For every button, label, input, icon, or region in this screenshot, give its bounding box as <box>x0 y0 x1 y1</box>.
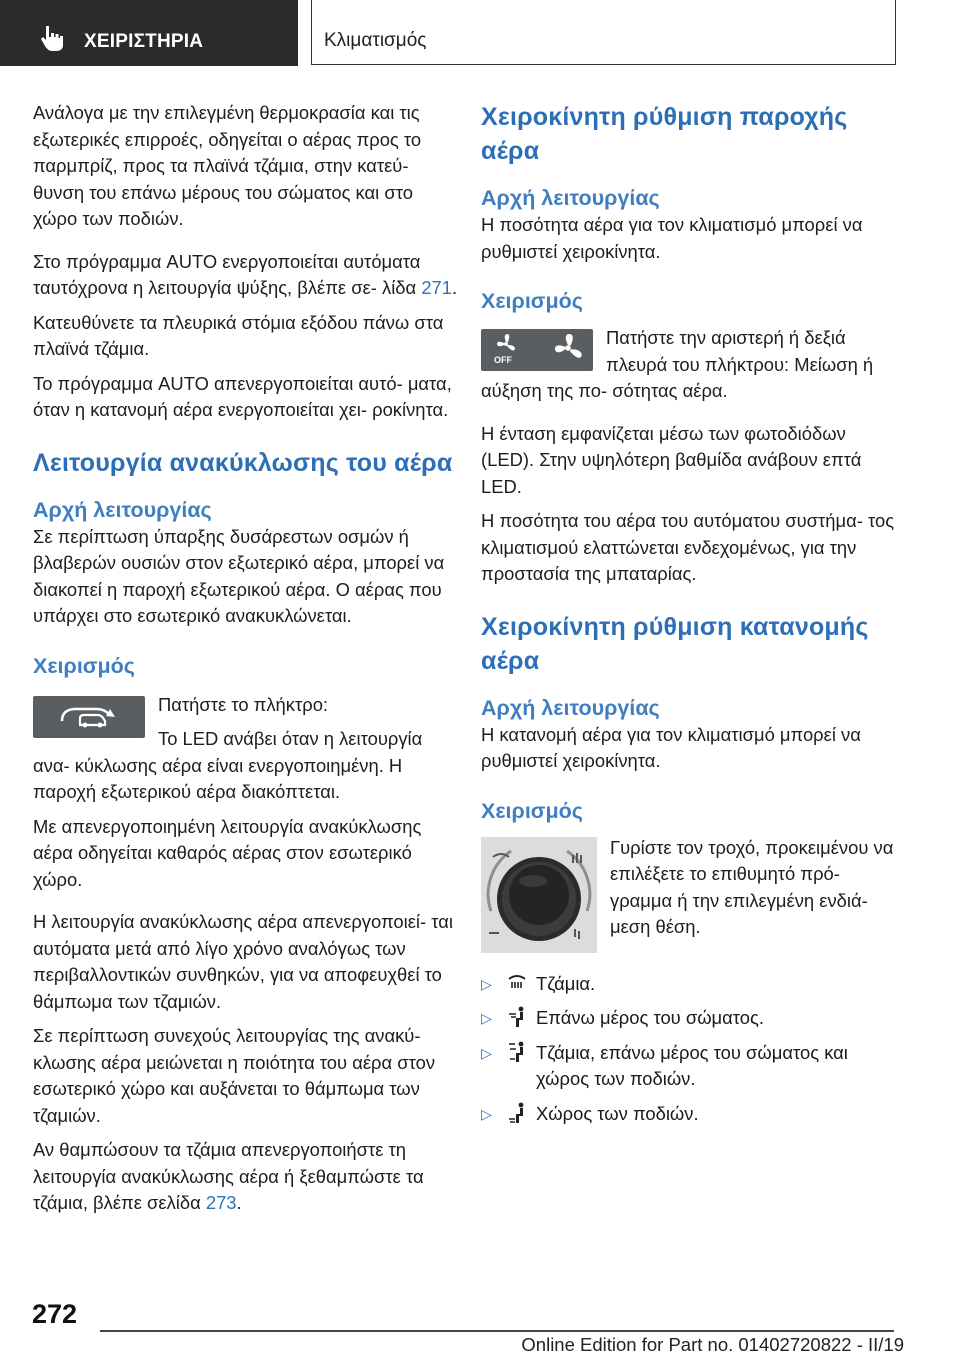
section-heading: Χειροκίνητη ρύθμιση παροχής αέρα <box>481 103 848 165</box>
fan-off-icon <box>491 333 521 367</box>
section-heading: Λειτουργία ανακύκλωσης του αέρα <box>33 448 453 477</box>
list-item <box>481 1005 897 1032</box>
section-title: Κλιματισμός <box>324 30 427 51</box>
air-distribution-knob-image <box>481 837 597 953</box>
list-item <box>481 1040 897 1093</box>
hand-pointer-icon <box>40 24 66 57</box>
list-item-text: Επάνω μέρος του σώματος. <box>536 1007 764 1028</box>
paragraph: Με απενεργοποιημένη λειτουργία ανακύκλωσης αέρα οδηγείται καθαρός αέρας στον εσωτερικό χώρο. <box>33 815 422 890</box>
chapter-tab <box>0 0 298 66</box>
bullet-marker: ▷ <box>481 1105 492 1122</box>
subsection-heading: Αρχή λειτουργίας <box>33 497 212 522</box>
recirculation-button-image <box>33 696 145 738</box>
footer-divider <box>100 1330 894 1332</box>
paragraph: Η ποσότητα αέρα για τον κλιματισμό μπορεί να ρυθμιστεί χειροκίνητα. <box>481 214 863 262</box>
paragraph: Η ποσότητα του αέρα του αυτόματου συστήμα- τος κλιματισμού ελαττώνεται ενδεχομένως, για την προστασία της μπαταρίας. <box>481 510 895 584</box>
list-item <box>481 971 897 998</box>
operation-description: Το LED ανάβει όταν η λειτουργία ανα- κύκλωσης αέρα είναι ενεργοποιημένη. Η παροχή εξωτερικού αέρα διακόπτεται. <box>33 728 423 802</box>
bullet-marker: ▷ <box>481 1010 492 1026</box>
period: . <box>452 277 458 298</box>
page-link-271[interactable]: 271 <box>421 277 452 298</box>
bullet-marker: ▷ <box>481 1044 492 1061</box>
section-tab <box>311 0 896 65</box>
subsection-heading: Αρχή λειτουργίας <box>481 186 660 210</box>
subsection-heading: Αρχή λειτουργίας <box>481 695 660 720</box>
subsection-heading: Χειρισμός <box>481 798 583 823</box>
operation-instruction: Πατήστε το πλήκτρο: <box>158 693 329 715</box>
edition-footer: Online Edition for Part no. 01402720822 - II/19 <box>521 1334 904 1355</box>
paragraph-text: Στο πρόγραμμα AUTO ενεργοποιείται αυτόματα ταυτόχρονα η λειτουργία ψύξης, βλέπε σε- λίδα <box>33 250 421 298</box>
list-item <box>481 1101 897 1128</box>
windscreen-upper-body-footwell-icon <box>507 1041 527 1071</box>
page-link-273[interactable]: 273 <box>205 1192 237 1213</box>
subsection-heading: Χειρισμός <box>33 653 135 678</box>
paragraph: Η κατανομή αέρα για τον κλιματισμό μπορεί να ρυθμιστεί χειροκίνητα. <box>481 723 861 771</box>
paragraph: Η λειτουργία ανακύκλωσης αέρα απενεργοποιεί- ται αυτόματα μετά από λίγο χρόνο αναλόγως των περιβαλλοντικών συνθηκών, για να αποφευχθεί το θάμπωμα των τζαμιών. <box>33 911 453 1012</box>
operation-description: Γυρίστε τον τροχό, προκειμένου να επιλέξετε το επιθυμητό πρό- γραμμα ή την επιλεγμένη ενδιά- μεση θέση. <box>610 836 894 937</box>
list-item-text: Χώρος των ποδιών. <box>536 1102 699 1124</box>
section-heading: Χειροκίνητη ρύθμιση κατανομής αέρα <box>481 612 869 675</box>
distribution-options-list <box>481 971 897 1128</box>
paragraph: Σε περίπτωση συνεχούς λειτουργίας της ανακύ- κλωσης αέρα μειώνεται η ποιότητα του αέρα στον εσωτερικό χώρο και αυξάνεται το θάμπωμα των τζαμιών. <box>33 1025 436 1126</box>
fan-off-label: OFF <box>494 355 512 365</box>
windscreen-icon <box>507 972 527 1000</box>
left-column <box>33 100 458 1217</box>
period: . <box>236 1192 242 1213</box>
right-column <box>481 100 897 1135</box>
paragraph: Κατευθύνετε τα πλευρικά στόμια εξόδου πάνω στα πλαϊνά τζάμια. <box>33 311 444 359</box>
operation-block <box>33 692 458 806</box>
paragraph <box>33 249 458 302</box>
list-item-text: Τζάμια. <box>536 972 596 994</box>
paragraph <box>33 1137 458 1217</box>
fan-icon <box>553 333 583 368</box>
recirculation-icon <box>58 703 120 731</box>
paragraph: Σε περίπτωση ύπαρξης δυσάρεστων οσμών ή βλαβερών ουσιών στον εξωτερικό αέρα, μπορεί να διακοπεί η παροχή εξωτερικού αέρα. Ο αέρας που υπάρχει στο εσωτερικό ανακυκλώνεται. <box>33 525 445 626</box>
operation-block <box>481 325 897 405</box>
fan-button-image <box>481 329 593 371</box>
list-item-text: Τζάμια, επάνω μέρος του σώματος και χώρος των ποδιών. <box>536 1041 848 1089</box>
page-number: 272 <box>32 1299 78 1329</box>
paragraph-text: Αν θαμπώσουν τα τζάμια απενεργοποιήστε τη λειτουργία ανακύκλωσης αέρα ή ξεθαμπώστε τα τζάμια, βλέπε σελίδα <box>33 1139 424 1213</box>
bullet-marker: ▷ <box>481 975 492 992</box>
paragraph: Η ένταση εμφανίζεται μέσω των φωτοδιόδων (LED). Στην υψηλότερη βαθμίδα ανάβουν επτά LED. <box>481 422 862 497</box>
paragraph: Το πρόγραμμα AUTO απενεργοποιείται αυτό- ματα, όταν η κατανομή αέρα ενεργοποιείται χει- ροκίνητα. <box>33 372 452 420</box>
paragraph: Ανάλογα με την επιλεγμένη θερμοκρασία και τις εξωτερικές επιρροές, οδηγείται ο αέρας προς το παρμπρίζ, προς τα πλαϊνά τζάμια, στην κατεύ- θυνση του επάνω μέρους του σώματος και στο χώρο των ποδιών. <box>33 102 422 229</box>
subsection-heading: Χειρισμός <box>481 289 583 313</box>
footwell-airflow-icon <box>507 1102 527 1132</box>
rotary-knob-icon <box>481 837 597 953</box>
upper-body-airflow-icon <box>507 1006 527 1036</box>
operation-block <box>481 835 897 941</box>
chapter-title: ΧΕΙΡΙΣΤΗΡΙΑ <box>84 31 204 52</box>
operation-description: Πατήστε την αριστερή ή δεξιά πλευρά του πλήκτρου: Μείωση ή αύξηση της πο- σότητας αέρα. <box>481 327 874 401</box>
